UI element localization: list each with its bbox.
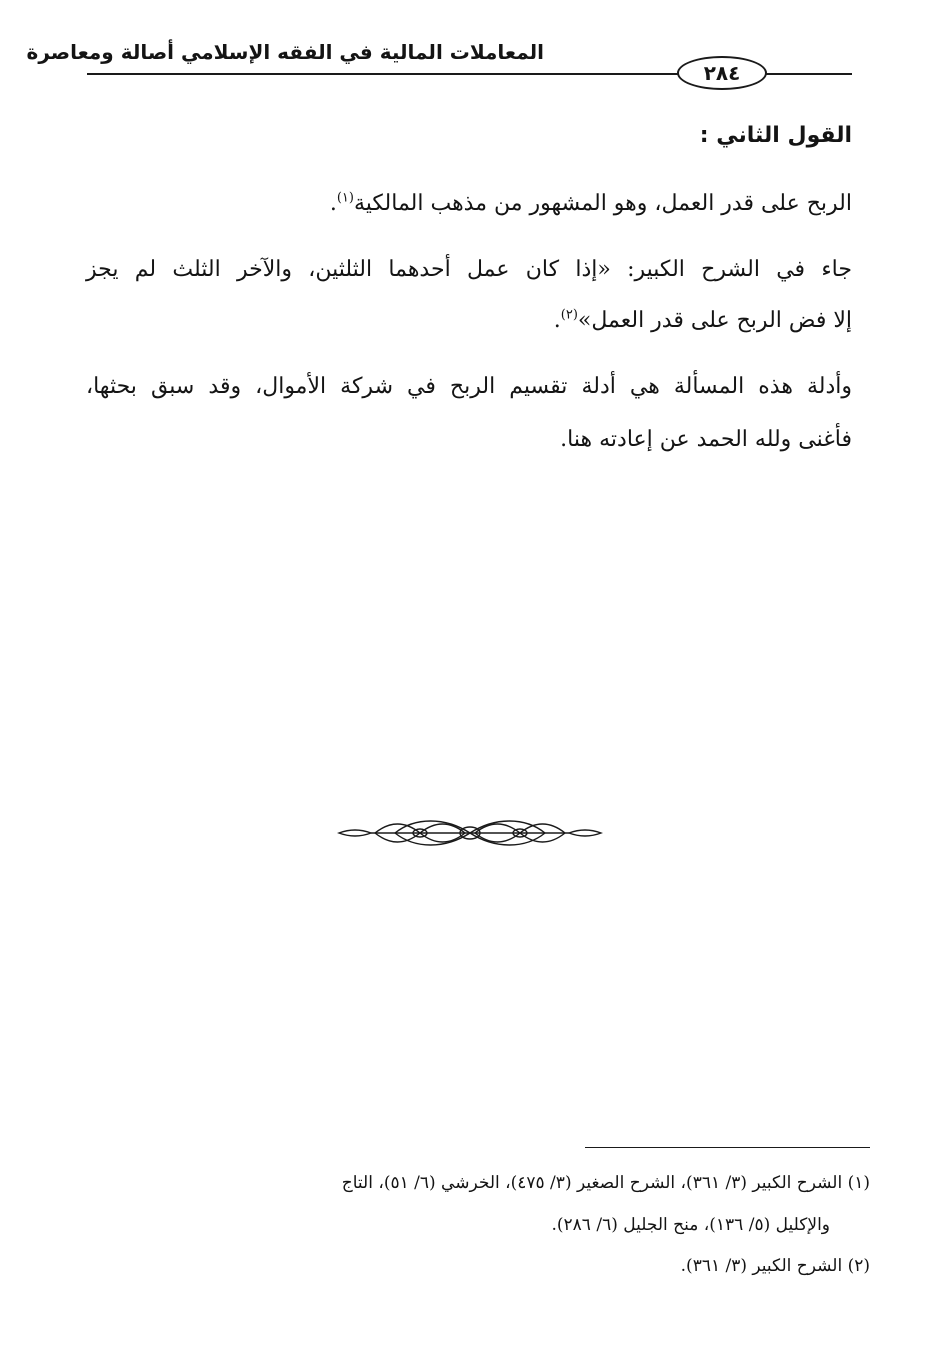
page-number: ٢٨٤ <box>703 61 741 85</box>
paragraph-2-end: . <box>553 308 561 333</box>
footnote-rule <box>585 1147 870 1148</box>
paragraph-2-text: إلا فض الربح على قدر العمل» <box>577 308 852 333</box>
page-number-badge <box>677 56 767 90</box>
paragraph-1-text: الربح على قدر العمل، وهو المشهور من مذهب المالكية <box>353 191 852 216</box>
paragraph-2-line-2 <box>554 303 852 339</box>
paragraph-2-line-1: جاء في الشرح الكبير: «إذا كان عمل أحدهما الثلثين، والآخر الثلث لم يجز <box>86 257 852 282</box>
footnote-ref-2: (٢) <box>560 307 578 323</box>
paragraph-1-end: . <box>329 191 337 216</box>
running-header-title: المعاملات المالية في الفقه الإسلامي أصالة ومعاصرة <box>26 40 544 64</box>
footnote-ref-1: (١) <box>336 190 354 206</box>
decorative-ornament <box>335 815 605 851</box>
paragraph-3-line-1: وأدلة هذه المسألة هي أدلة تقسيم الربح في شركة الأموال، وقد سبق بحثها، <box>86 374 852 399</box>
footnote-2: (٢) الشرح الكبير (٣/ ٣٦١). <box>680 1256 870 1276</box>
paragraph-3-line-2: فأغنى ولله الحمد عن إعادته هنا. <box>560 427 852 452</box>
paragraph-1 <box>330 186 852 222</box>
section-heading: القول الثاني : <box>699 123 852 148</box>
footnote-1-line-1: (١) الشرح الكبير (٣/ ٣٦١)، الشرح الصغير (٣/ ٤٧٥)، الخرشي (٦/ ٥١)، التاج <box>341 1173 870 1193</box>
footnote-1-line-2: والإكليل (٥/ ١٣٦)، منح الجليل (٦/ ٢٨٦). <box>551 1215 830 1235</box>
